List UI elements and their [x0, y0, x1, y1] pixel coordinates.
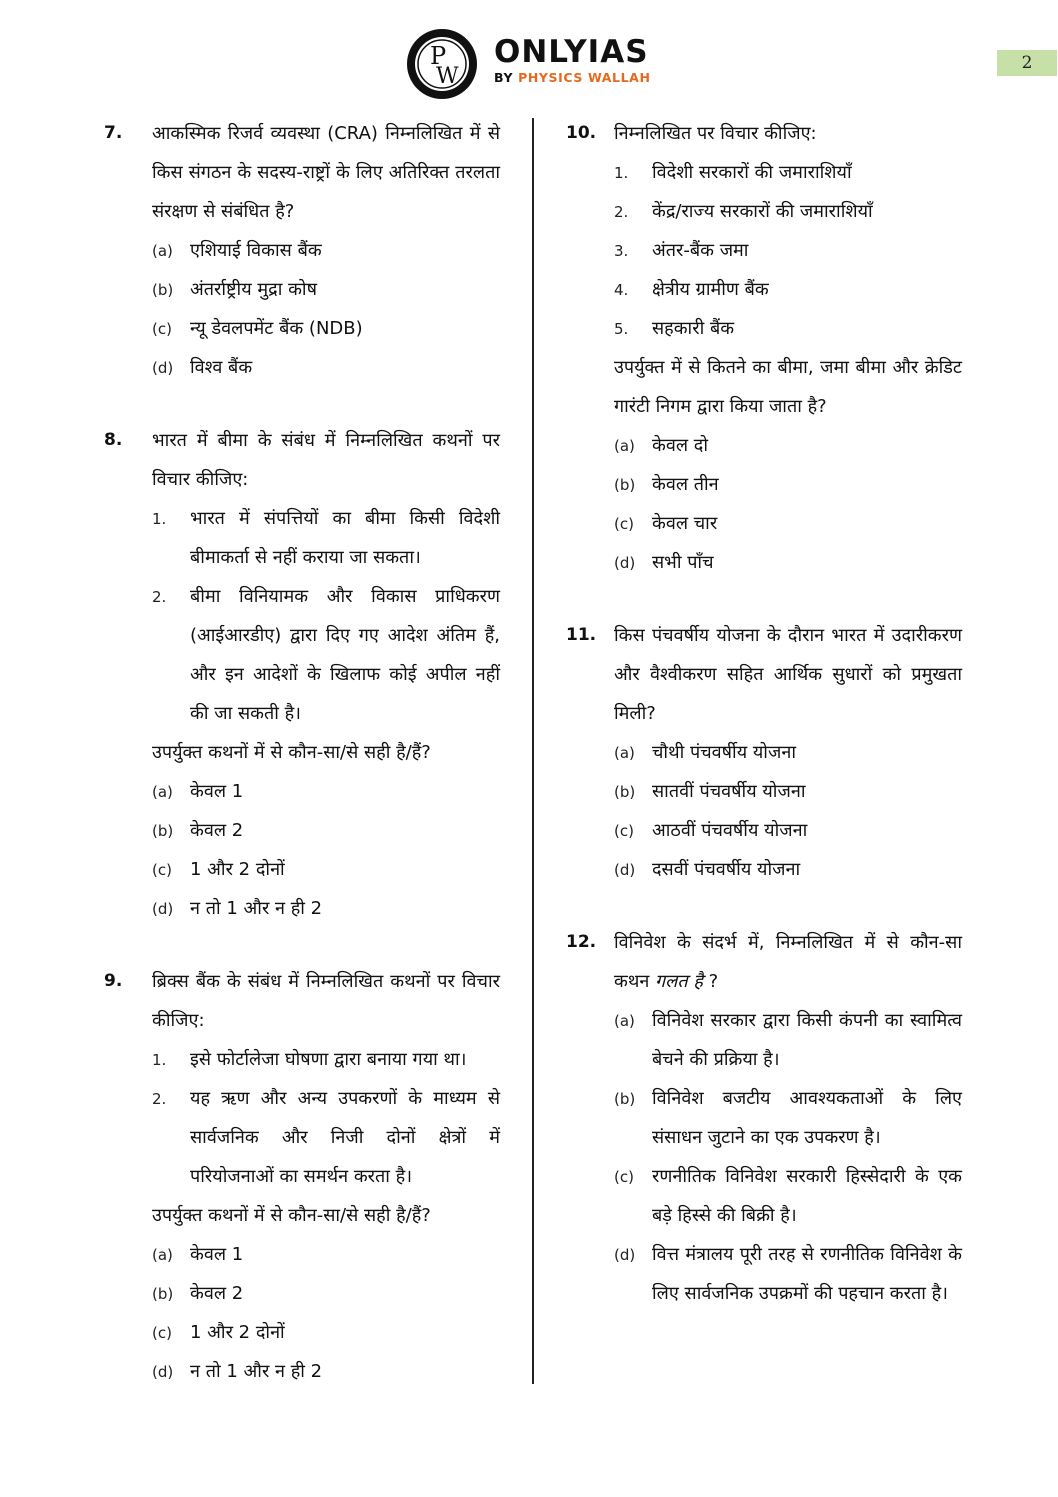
option-label: (a) [152, 242, 173, 260]
option-label: (d) [152, 359, 174, 377]
statement [614, 231, 962, 270]
question-number: 8. [104, 430, 123, 450]
option-text: 1 और 2 दोनों [190, 859, 285, 880]
option-label: (a) [614, 437, 635, 455]
statement [614, 309, 962, 348]
brand-subtitle [494, 70, 651, 86]
option [152, 348, 500, 387]
statement-text: यह ऋण और अन्य उपकरणों के माध्यम से सार्वजनिक और निजी दोनों क्षेत्रों में परियोजनाओं का समर्थन करता है। [190, 1088, 500, 1187]
statement-label: 2. [614, 203, 629, 221]
statement-label: 2. [152, 1090, 167, 1108]
option-text: केवल दो [652, 435, 708, 456]
option-label: (d) [152, 900, 174, 918]
statement-label: 1. [152, 510, 167, 528]
option [614, 465, 962, 504]
question-text-part: ? [702, 971, 719, 992]
question-text: भारत में बीमा के संबंध में निम्नलिखित कथनों पर विचार कीजिए: [152, 430, 500, 490]
statement [614, 153, 962, 192]
statement-text: अंतर-बैंक जमा [652, 240, 749, 261]
column-divider [532, 118, 534, 1384]
option-text: केवल चार [652, 513, 718, 534]
question-prompt: उपर्युक्त में से कितने का बीमा, जमा बीमा और क्रेडिट गारंटी निगम द्वारा किया जाता है? [614, 357, 962, 417]
question-number: 12. [566, 932, 597, 952]
option [614, 733, 962, 772]
question-number: 10. [566, 123, 597, 143]
question-number: 9. [104, 971, 123, 991]
option-label: (d) [614, 1246, 636, 1264]
option-text: सातवीं पंचवर्षीय योजना [652, 781, 806, 802]
question-prompt: उपर्युक्त कथनों में से कौन-सा/से सही है/हैं? [152, 1205, 431, 1226]
option-label: (c) [152, 320, 172, 338]
statement-text: विदेशी सरकारों की जमाराशियाँ [652, 162, 852, 183]
option [614, 504, 962, 543]
statement [152, 577, 500, 733]
option-text: दसवीं पंचवर्षीय योजना [652, 859, 801, 880]
statement-label: 3. [614, 242, 629, 260]
options-list [152, 772, 500, 928]
statement-label: 5. [614, 320, 629, 338]
question-text-emphasis: गलत है [655, 971, 703, 992]
question-9 [104, 962, 500, 1391]
statement-text: सहकारी बैंक [652, 318, 735, 339]
options-list [614, 426, 962, 582]
question-7 [104, 114, 500, 387]
option [152, 1235, 500, 1274]
option-label: (d) [152, 1363, 174, 1381]
option-label: (d) [614, 861, 636, 879]
pw-logo-icon [406, 28, 478, 100]
brand-sub-pw: PHYSICS WALLAH [518, 70, 651, 85]
option [614, 1157, 962, 1235]
option-text: न्यू डेवलपमेंट बैंक (NDB) [190, 318, 363, 339]
option-label: (b) [614, 1090, 636, 1108]
brand [494, 34, 651, 86]
statement [152, 499, 500, 577]
option-text: वित्त मंत्रालय पूरी तरह से रणनीतिक विनिवेश के लिए सार्वजनिक उपक्रमों की पहचान करता है। [652, 1244, 962, 1304]
option-label: (a) [152, 1246, 173, 1264]
statement-text: क्षेत्रीय ग्रामीण बैंक [652, 279, 769, 300]
option [614, 426, 962, 465]
option-text: केवल 1 [190, 781, 244, 802]
pw-logo-w: W [436, 64, 459, 89]
question-8 [104, 421, 500, 928]
option-text: विश्व बैंक [190, 357, 253, 378]
question-text [614, 923, 962, 1001]
option-text: केवल 1 [190, 1244, 244, 1265]
option-text: केवल 2 [190, 820, 244, 841]
option [152, 772, 500, 811]
option-text: आठवीं पंचवर्षीय योजना [652, 820, 808, 841]
option [152, 231, 500, 270]
option [152, 1352, 500, 1391]
statement-text: भारत में संपत्तियों का बीमा किसी विदेशी बीमाकर्ता से नहीं कराया जा सकता। [190, 508, 500, 568]
option [152, 1274, 500, 1313]
options-list [152, 1235, 500, 1391]
option-label: (b) [152, 281, 174, 299]
options-list [614, 733, 962, 889]
page-number: 2 [997, 50, 1057, 76]
right-column [566, 114, 962, 1347]
option-text: सभी पाँच [652, 552, 714, 573]
option-label: (b) [152, 822, 174, 840]
option-text: केवल 2 [190, 1283, 244, 1304]
question-text: ब्रिक्स बैंक के संबंध में निम्नलिखित कथनों पर विचार कीजिए: [152, 971, 500, 1031]
option-label: (c) [152, 1324, 172, 1342]
statement [614, 270, 962, 309]
statement-text: बीमा विनियामक और विकास प्राधिकरण (आईआरडीए) द्वारा दिए गए आदेश अंतिम हैं, और इन आदेशों के खिलाफ कोई अपील नहीं की जा सकती है। [190, 586, 500, 724]
option-label: (b) [614, 783, 636, 801]
option [614, 1235, 962, 1313]
option [152, 850, 500, 889]
statement [152, 1079, 500, 1196]
question-prompt: उपर्युक्त कथनों में से कौन-सा/से सही है/हैं? [152, 742, 431, 763]
option-text: रणनीतिक विनिवेश सरकारी हिस्सेदारी के एक बड़े हिस्से की बिक्री है। [652, 1166, 962, 1226]
question-text: आकस्मिक रिजर्व व्यवस्था (CRA) निम्नलिखित में से किस संगठन के सदस्य-राष्ट्रों के लिए अतिरिक्त तरलता संरक्षण से संबंधित है? [152, 123, 500, 222]
question-text-part: विनिवेश के संदर्भ में, निम्नलिखित में से कौन-सा कथन [614, 932, 962, 992]
option-label: (c) [614, 1168, 634, 1186]
pw-logo-p: P [430, 42, 447, 70]
option-label: (b) [152, 1285, 174, 1303]
option-text: विनिवेश सरकार द्वारा किसी कंपनी का स्वामित्व बेचने की प्रक्रिया है। [652, 1010, 962, 1070]
option-label: (d) [614, 554, 636, 572]
option-label: (a) [614, 1012, 635, 1030]
option-text: केवल तीन [652, 474, 719, 495]
left-column [104, 114, 500, 1425]
statement-text: केंद्र/राज्य सरकारों की जमाराशियाँ [652, 201, 873, 222]
page-header [0, 0, 1058, 110]
options-list [152, 231, 500, 387]
option [152, 1313, 500, 1352]
statement-label: 2. [152, 588, 167, 606]
brand-sub-by: BY [494, 70, 519, 85]
statement-text: इसे फोर्टालेजा घोषणा द्वारा बनाया गया था। [190, 1049, 467, 1070]
question-11 [566, 616, 962, 889]
option-label: (c) [614, 822, 634, 840]
option-text: न तो 1 और न ही 2 [190, 1361, 323, 1382]
option [614, 543, 962, 582]
option [614, 1079, 962, 1157]
options-list [614, 1001, 962, 1313]
question-number: 7. [104, 123, 123, 143]
option-text: अंतर्राष्ट्रीय मुद्रा कोष [190, 279, 317, 300]
option-label: (a) [614, 744, 635, 762]
option [614, 850, 962, 889]
question-10 [566, 114, 962, 582]
option-label: (c) [152, 861, 172, 879]
brand-name: ONLYIAS [494, 34, 649, 70]
option-text: चौथी पंचवर्षीय योजना [652, 742, 796, 763]
option-label: (b) [614, 476, 636, 494]
option-label: (a) [152, 783, 173, 801]
statement-label: 4. [614, 281, 629, 299]
option [614, 811, 962, 850]
statement [614, 192, 962, 231]
statement-label: 1. [614, 164, 629, 182]
option [614, 772, 962, 811]
option-text: एशियाई विकास बैंक [190, 240, 322, 261]
question-number: 11. [566, 625, 597, 645]
statement-label: 1. [152, 1051, 167, 1069]
option [614, 1001, 962, 1079]
question-text: निम्नलिखित पर विचार कीजिए: [614, 123, 817, 144]
option [152, 270, 500, 309]
statement [152, 1040, 500, 1079]
option [152, 889, 500, 928]
option-text: न तो 1 और न ही 2 [190, 898, 323, 919]
option-text: विनिवेश बजटीय आवश्यकताओं के लिए संसाधन जुटाने का एक उपकरण है। [652, 1088, 962, 1148]
option-text: 1 और 2 दोनों [190, 1322, 285, 1343]
question-12 [566, 923, 962, 1313]
option [152, 811, 500, 850]
question-text: किस पंचवर्षीय योजना के दौरान भारत में उदारीकरण और वैश्वीकरण सहित आर्थिक सुधारों को प्रमुखता मिली? [614, 625, 962, 724]
option [152, 309, 500, 348]
option-label: (c) [614, 515, 634, 533]
